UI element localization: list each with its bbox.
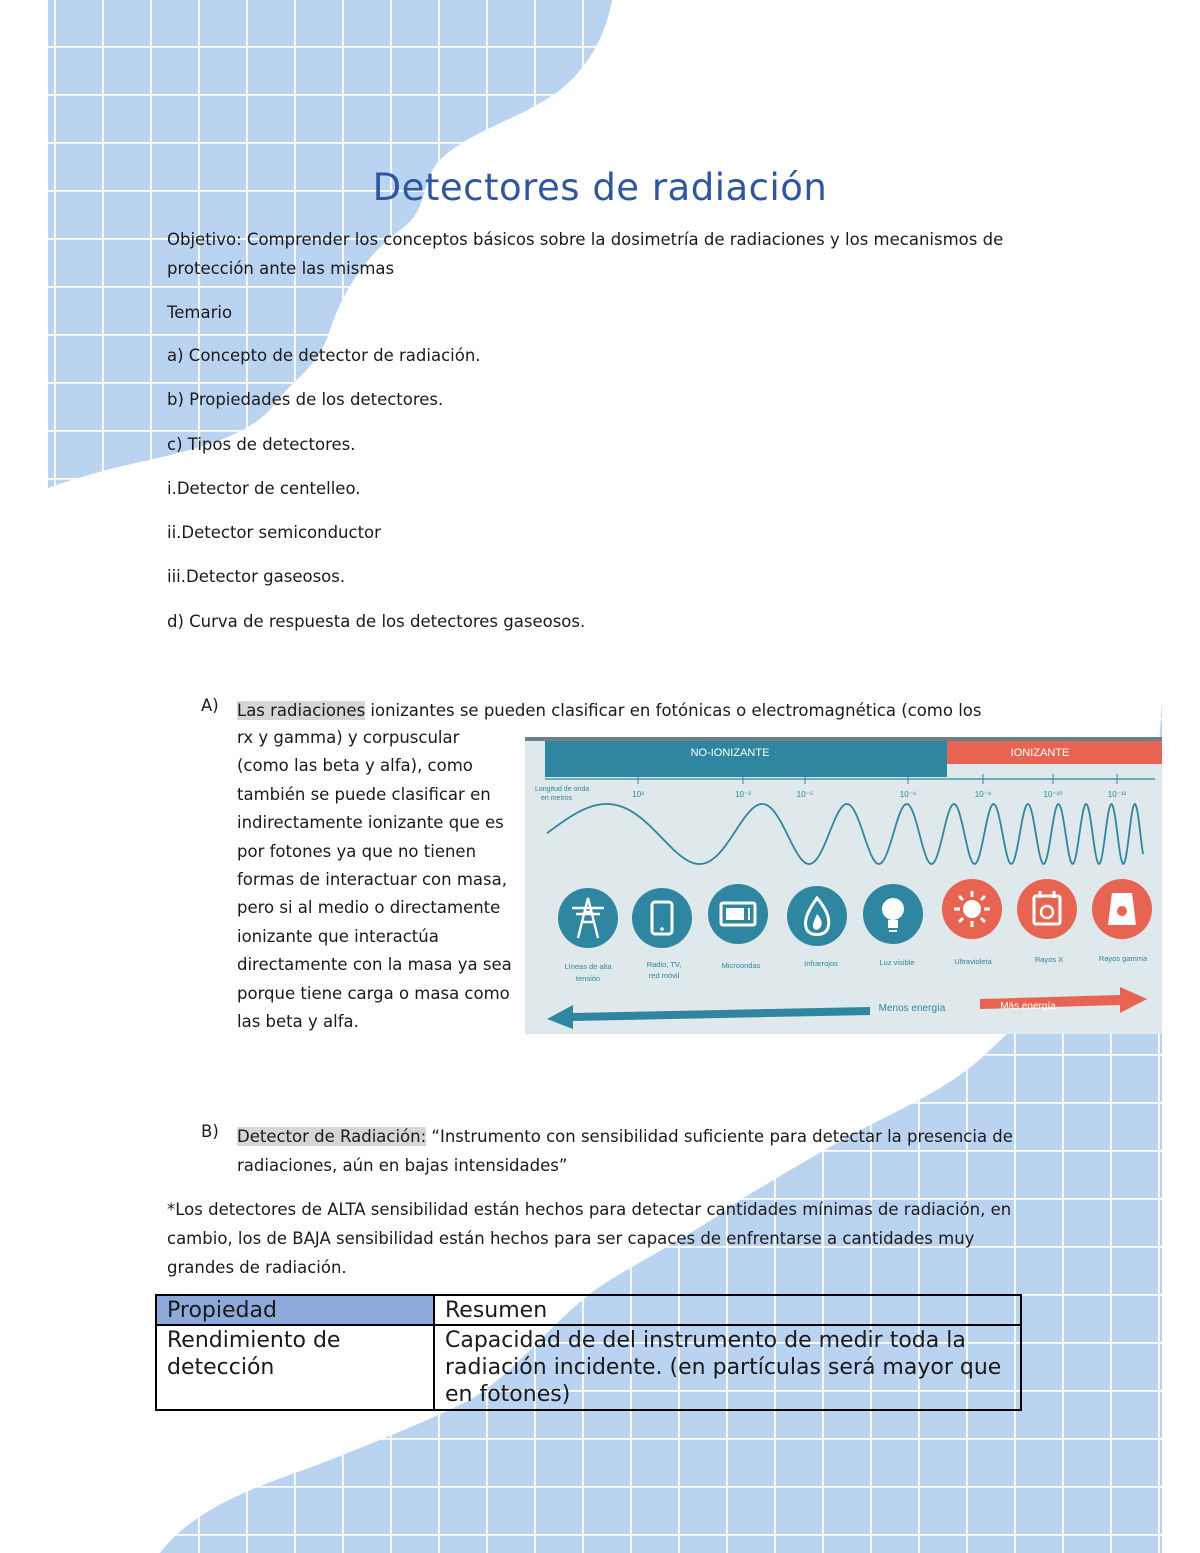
source-label: Rayos X [1034,955,1064,964]
temario-item: ii.Detector semiconductor [167,523,381,542]
tick-label: 10³ [632,790,644,799]
temario-item: d) Curva de respuesta de los detectores gaseosos. [167,612,586,631]
document-title: Detectores de radiación [372,166,828,209]
tick-label: 10⁻⁸ [974,790,992,799]
non-ionizing-label: NO-IONIZANTE [690,747,770,759]
source-label: Ultravioleta [954,957,992,966]
source-label: Microondas [721,961,761,970]
table-header-row [156,1295,1021,1325]
table-row [156,1325,1021,1410]
table-cell: Capacidad de del instrumento de medir toda la radiación incidente. (en partículas será mayor que en fotones) [434,1325,1021,1410]
temario-item: iii.Detector gaseosos. [167,567,346,586]
objective-paragraph [167,225,1047,283]
more-energy-label: Más energía [1000,1001,1056,1012]
nuclear-plant-icon [1092,879,1152,939]
light-bulb-icon [863,884,923,944]
sensitivity-note: *Los detectores de ALTA sensibilidad están hechos para detectar cantidades mínimas de radiación, en cambio, los de BAJA sensibilidad están hechos para ser capaces de enfrentarse a cantidades muy grandes de radiación. [167,1200,1012,1277]
wavelength-unit-label: en metros [541,795,573,802]
properties-table [155,1294,1022,1411]
section-b-text: “Instrumento con sensibilidad suficiente para detectar la presencia de radiaciones, aún en bajas intensidades” [237,1127,1013,1175]
section-b-body [237,1122,1037,1180]
flame-icon [787,886,847,946]
tick-label: 10⁻⁵ [796,790,814,799]
objective-text: Comprender los conceptos básicos sobre la dosimetría de radiaciones y los mecanismos de protección ante las mismas [167,230,1004,278]
section-a-first-line [237,696,982,725]
spectrum-background [525,737,1162,1034]
section-b-label: Detector de Radiación: [237,1127,427,1146]
source-label: Infrarrojos [804,959,838,968]
sun-icon [942,879,1002,939]
power-tower-icon [558,888,618,948]
tick-label: 10⁻² [735,790,751,799]
wavelength-label: Longitud de onda [535,786,590,793]
temario-item: i.Detector de centelleo. [167,479,361,498]
source-label: red móvil [648,971,680,980]
temario-heading: Temario [167,303,233,322]
source-label: Radio, TV, [646,960,682,969]
tick-label: 10⁻¹² [1107,790,1127,799]
less-energy-label: Menos energía [878,1003,946,1014]
spectrum-top-edge [525,737,1162,741]
section-a-body: rx y gamma) y corpuscular (como las beta y alfa), como también se puede clasificar en indirectamente ionizante que es por fotones ya que no tienen formas de interactuar con masa, pero si al medio o directamente ionizante que interactúa directamente con la masa ya sea porque tiene carga o masa como las beta y alfa. [237,728,512,1032]
source-label: Luz visible [879,958,915,967]
phone-icon [632,888,692,948]
temario-item: c) Tipos de detectores. [167,435,356,454]
temario-item: b) Propiedades de los detectores. [167,390,444,409]
section-b-marker: B) [201,1122,219,1141]
section-a-first-text: ionizantes se pueden clasificar en fotónicas o electromagnética (como los [365,701,982,720]
ionizing-label: IONIZANTE [1010,747,1070,759]
source-label: tensión [575,974,601,983]
microwave-icon [708,884,768,944]
objective-label: Objetivo: [167,230,242,249]
source-label: Rayos gamma [1098,954,1148,963]
tick-label: 10⁻¹⁰ [1043,790,1063,799]
table-header-cell: Propiedad [156,1295,434,1325]
tick-label: 10⁻⁶ [899,790,917,799]
xray-device-icon [1017,879,1077,939]
section-a-marker: A) [201,696,219,715]
table-cell: Rendimiento de detección [156,1325,434,1410]
source-label: Líneas de alta [564,962,612,971]
temario-item: a) Concepto de detector de radiación. [167,346,481,365]
spectrum-figure [525,737,1162,1034]
section-a-highlight: Las radiaciones [237,701,366,720]
table-header-cell: Resumen [434,1295,1021,1325]
